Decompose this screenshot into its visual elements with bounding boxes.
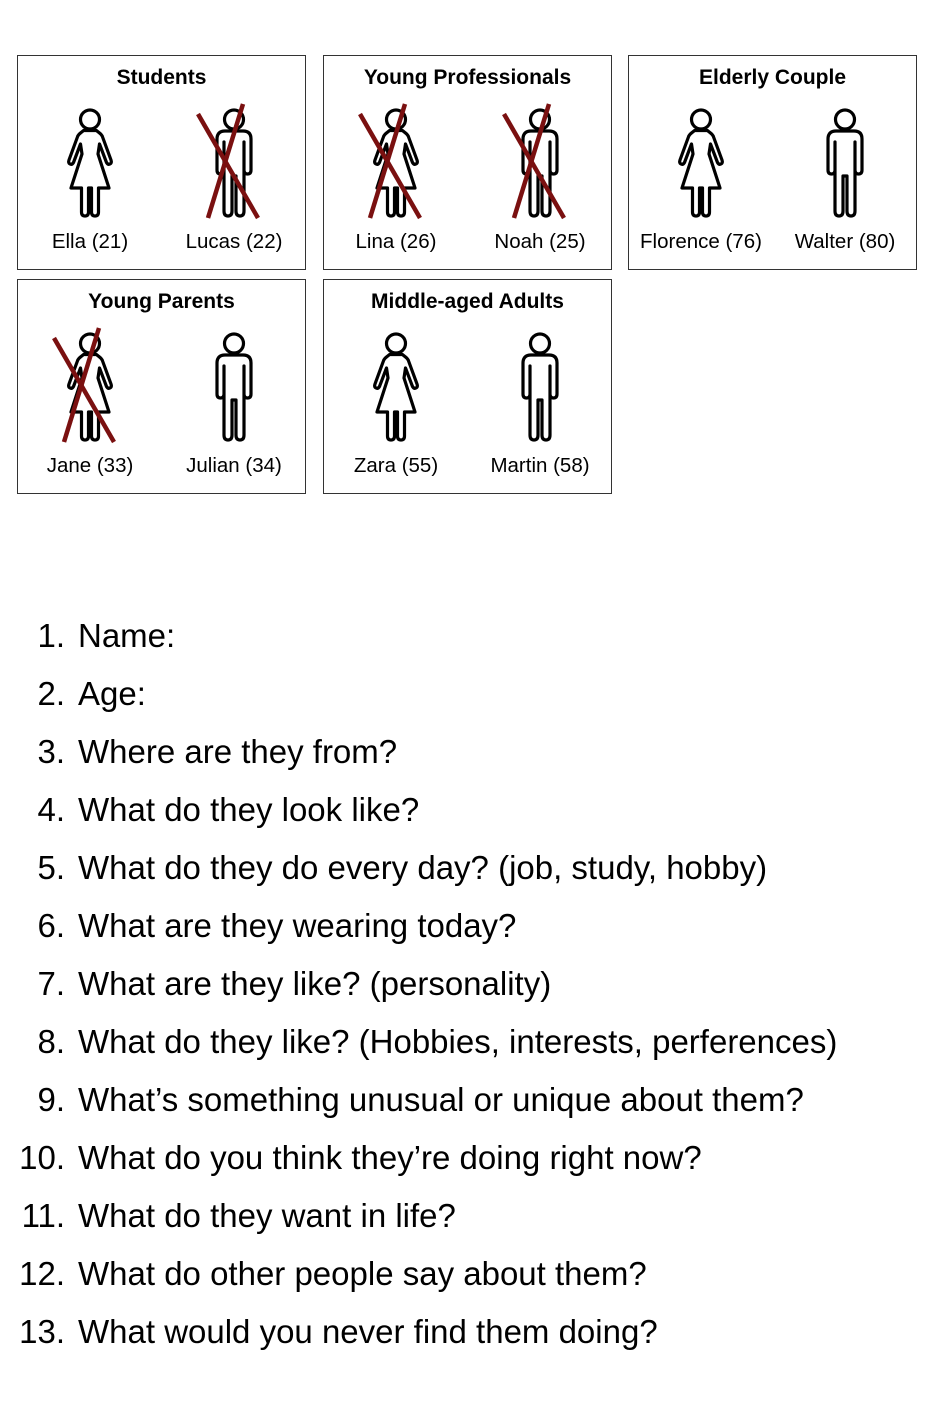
question-text: What do you think they’re doing right now? <box>78 1139 702 1176</box>
person-zara <box>324 332 468 477</box>
male-person-icon <box>514 332 566 444</box>
person-label: Lucas (22) <box>185 230 283 253</box>
question-item <box>0 723 938 781</box>
person-lucas <box>162 108 306 253</box>
question-text: What do other people say about them? <box>78 1255 647 1292</box>
person-body <box>375 355 418 441</box>
question-item <box>0 839 938 897</box>
female-person-icon <box>64 108 116 220</box>
person-label: Lina (26) <box>355 230 437 253</box>
person-head <box>836 110 855 129</box>
person-label: Martin (58) <box>490 454 590 477</box>
person-label: Ella (21) <box>51 230 129 253</box>
question-item <box>0 1303 938 1361</box>
group-young-professionals <box>323 55 612 270</box>
question-number: 4. <box>37 791 65 828</box>
question-text: What do they want in life? <box>78 1197 456 1234</box>
person-julian <box>162 332 306 477</box>
person-label: Zara (55) <box>353 454 439 477</box>
male-person-icon <box>208 108 260 220</box>
question-number: 5. <box>37 849 65 886</box>
female-person-icon <box>370 332 422 444</box>
person-walter <box>773 108 917 253</box>
group-title: Young Parents <box>88 290 235 313</box>
question-text: Name: <box>78 617 176 654</box>
question-list <box>0 607 938 1361</box>
question-number: 13. <box>19 1313 65 1350</box>
person-head <box>531 334 550 353</box>
person-head <box>81 110 100 129</box>
question-number: 8. <box>37 1023 65 1060</box>
person-ella <box>18 108 162 253</box>
group-title: Students <box>116 66 207 89</box>
person-label: Noah (25) <box>494 230 586 253</box>
male-person-icon <box>819 108 871 220</box>
person-jane <box>18 332 162 477</box>
male-person-icon <box>514 108 566 220</box>
question-text: What’s something unusual or unique about them? <box>78 1081 804 1118</box>
question-item <box>0 897 938 955</box>
female-person-icon <box>64 332 116 444</box>
question-text: What do they do every day? (job, study, hobby) <box>78 849 768 886</box>
person-body <box>217 355 251 440</box>
question-item <box>0 607 938 665</box>
question-number: 9. <box>37 1081 65 1118</box>
person-martin <box>468 332 612 477</box>
person-body <box>69 131 112 217</box>
person-head <box>387 334 406 353</box>
person-lina <box>324 108 468 253</box>
person-head <box>225 334 244 353</box>
question-text: Where are they from? <box>78 733 398 770</box>
group-title: Middle-aged Adults <box>371 290 564 313</box>
question-text: What are they wearing today? <box>78 907 517 944</box>
person-head <box>692 110 711 129</box>
question-text: What do they like? (Hobbies, interests, perferences) <box>78 1023 838 1060</box>
person-label: Jane (33) <box>46 454 134 477</box>
group-middle-aged-adults <box>323 279 612 494</box>
question-number: 1. <box>37 617 65 654</box>
female-person-icon <box>370 108 422 220</box>
group-title: Elderly Couple <box>698 66 847 89</box>
person-body <box>828 131 862 216</box>
group-elderly-couple <box>628 55 917 270</box>
question-number: 3. <box>37 733 65 770</box>
question-item <box>0 1245 938 1303</box>
question-text: What would you never find them doing? <box>78 1313 658 1350</box>
male-person-icon <box>208 332 260 444</box>
person-label: Julian (34) <box>186 454 282 477</box>
question-item <box>0 1071 938 1129</box>
question-item <box>0 1129 938 1187</box>
person-body <box>680 131 723 217</box>
question-number: 12. <box>19 1255 65 1292</box>
person-label: Walter (80) <box>794 230 896 253</box>
question-number: 6. <box>37 907 65 944</box>
question-number: 11. <box>21 1197 65 1234</box>
person-label: Florence (76) <box>640 230 762 253</box>
person-body <box>523 355 557 440</box>
question-text: Age: <box>78 675 146 712</box>
person-noah <box>468 108 612 253</box>
group-students <box>17 55 306 270</box>
question-item <box>0 665 938 723</box>
question-item <box>0 1013 938 1071</box>
question-number: 10. <box>19 1139 65 1176</box>
question-item <box>0 955 938 1013</box>
female-person-icon <box>675 108 727 220</box>
question-text: What are they like? (personality) <box>78 965 552 1002</box>
person-florence <box>629 108 773 253</box>
question-item <box>0 1187 938 1245</box>
group-young-parents <box>17 279 306 494</box>
question-text: What do they look like? <box>78 791 420 828</box>
question-number: 7. <box>37 965 65 1002</box>
question-number: 2. <box>37 675 65 712</box>
question-item <box>0 781 938 839</box>
group-title: Young Professionals <box>363 66 572 89</box>
